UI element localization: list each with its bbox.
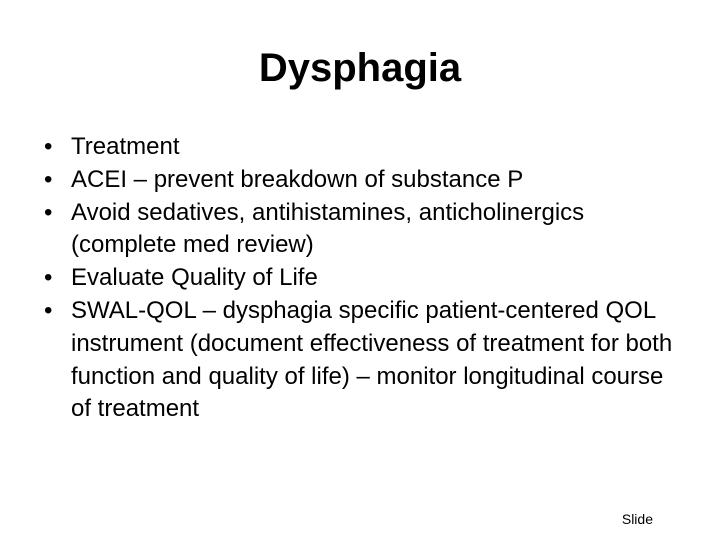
bullet-dot-icon: • — [44, 165, 53, 193]
bullet-item — [44, 131, 674, 164]
bullet-dot-icon: • — [44, 198, 53, 226]
bullet-text: Evaluate Quality of Life — [71, 264, 318, 292]
bullet-text: SWAL-QOL – dysphagia specific patient-centered QOL instrument (document effectiveness of treatment for both function and quality of life) – monitor longitudinal course of treatment — [71, 296, 673, 423]
bullet-text: ACEI – prevent breakdown of substance P — [71, 165, 524, 193]
slide-title: Dysphagia — [258, 46, 462, 90]
bullet-item — [44, 164, 674, 197]
bullet-text: Avoid sedatives, antihistamines, anticholinergics (complete med review) — [71, 198, 585, 259]
bullet-item — [44, 262, 674, 295]
bullet-list — [44, 131, 674, 426]
bullet-text: Treatment — [71, 133, 180, 160]
bullet-item — [44, 197, 674, 263]
bullet-dot-icon: • — [44, 264, 53, 292]
bullet-dot-icon: • — [44, 296, 53, 324]
bullet-item — [44, 295, 674, 426]
bullet-dot-icon: • — [44, 133, 53, 160]
slide-footer: Slide — [621, 511, 653, 527]
